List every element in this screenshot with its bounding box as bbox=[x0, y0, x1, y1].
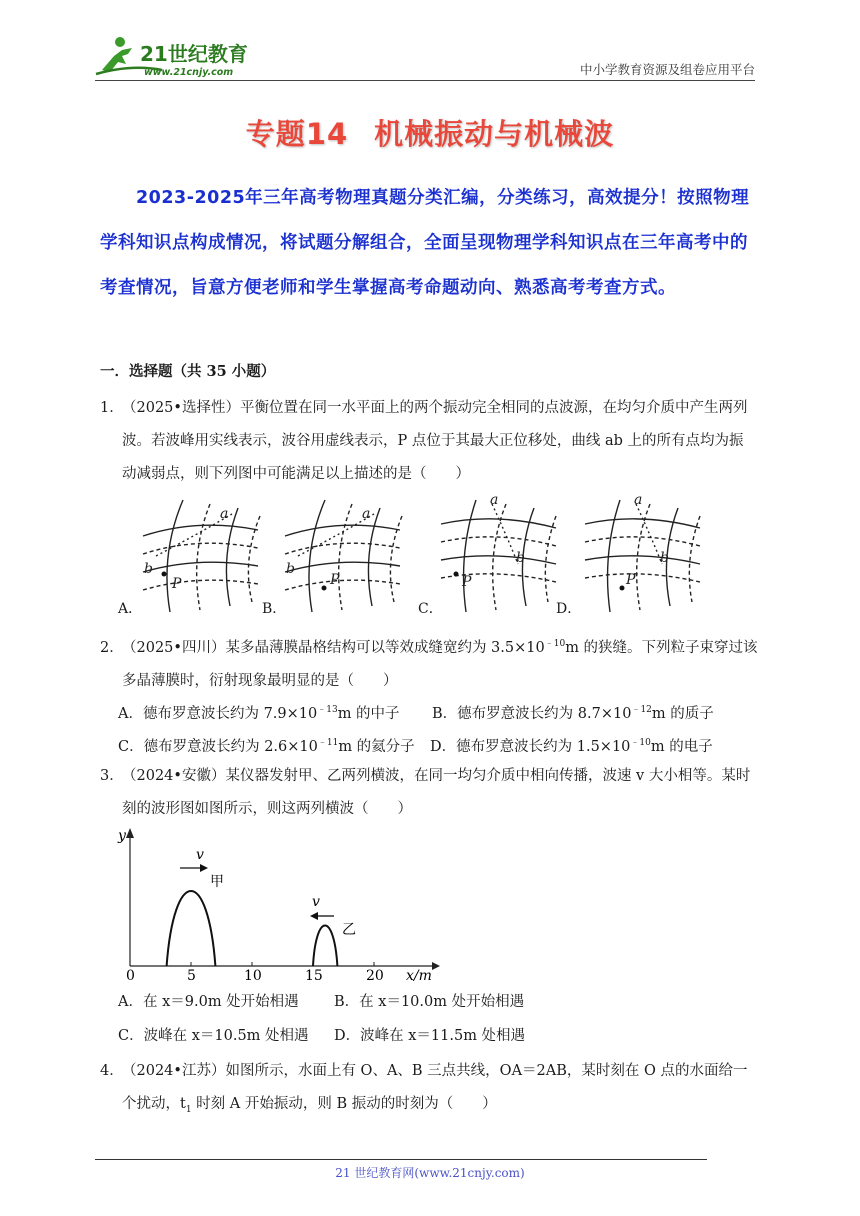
header-divider bbox=[95, 80, 755, 81]
svg-text:a: a bbox=[634, 494, 643, 508]
svg-text:P: P bbox=[462, 574, 472, 590]
svg-text:b: b bbox=[660, 550, 669, 566]
section-heading: 一．选择题（共 35 小题） bbox=[100, 363, 276, 380]
footer-link[interactable]: 21 世纪教育网(www.21cnjy.com) bbox=[335, 1166, 525, 1180]
question-3: 3．（2024•安徽）某仪器发射甲、乙两列横波，在同一均匀介质中相向传播，波速 v 大小相等。某时 刻的波形图如图所示，则这两列横波（ ） bbox=[100, 768, 751, 817]
site-logo bbox=[92, 34, 267, 80]
q2-option-b: B．德布罗意波长约为 $8.7\times 10^{﹣12}m$ 的质子 bbox=[432, 705, 714, 722]
figure-d bbox=[585, 494, 700, 612]
question-1: 1．（2025•选择性）平衡位置在同一水平面上的两个振动完全相同的点波源，在均匀介质中产生两列 波。若波峰用实线表示，波谷用虚线表示，P 点位于其最大正位移处，曲线 ab 上的所有点均为振 动减弱点，则下列图中可能满足以上描述的是（ ） bbox=[100, 400, 748, 482]
svg-text:a: a bbox=[220, 506, 229, 522]
question-2: 2．（2025•四川）某多晶薄膜晶格结构可以等效成缝宽约为 $3.5\times 10^{﹣10}m$ 的狭缝。下列粒子束穿过该 多晶薄膜时，衍射现象最明显的是（ ） bbox=[100, 639, 758, 689]
q3-option-c: C．波峰在 x＝10.5m 处相遇 bbox=[118, 1028, 309, 1044]
y-axis-label: y bbox=[118, 828, 126, 844]
tick-5: 5 bbox=[187, 968, 196, 984]
svg-text:a: a bbox=[362, 506, 371, 522]
figure-b bbox=[285, 500, 402, 612]
platform-name: 中小学教育资源及组卷应用平台 bbox=[579, 62, 755, 77]
q2-option-a: A．德布罗意波长约为 $7.9\times 10^{﹣13}m$ 的中子 bbox=[118, 705, 400, 722]
velocity-label-yi: v bbox=[312, 894, 320, 910]
svg-text:b: b bbox=[286, 561, 295, 577]
q2-option-c: C．德布罗意波长约为 $2.6\times 10^{﹣11}m$ 的氦分子 bbox=[118, 738, 415, 755]
wave-label-jia: 甲 bbox=[210, 874, 224, 890]
q1-option-a: A． bbox=[118, 601, 143, 617]
footer-divider bbox=[95, 1159, 707, 1160]
q3-option-d: D．波峰在 x＝11.5m 处相遇 bbox=[334, 1028, 526, 1044]
svg-text:P: P bbox=[172, 576, 182, 592]
tick-20: 20 bbox=[366, 968, 384, 984]
q1-option-d: D． bbox=[556, 601, 582, 617]
svg-text:a: a bbox=[490, 494, 499, 508]
wave-jia bbox=[167, 891, 216, 966]
question-4: 4．（2024•江苏）如图所示，水面上有 O、A、B 三点共线，OA＝2AB，某时刻在 O 点的水面给一 个扰动，$t_1$ 时刻 A 开始振动，则 B 振动的时刻为（ ） bbox=[100, 1063, 748, 1115]
svg-text:P: P bbox=[626, 572, 636, 588]
figure-a bbox=[143, 500, 260, 612]
svg-text:b: b bbox=[144, 561, 153, 577]
q3-option-b: B．在 x＝10.0m 处开始相遇 bbox=[334, 994, 525, 1010]
figure-c bbox=[441, 494, 556, 612]
velocity-label-jia: v bbox=[196, 847, 204, 863]
wave-yi bbox=[313, 926, 337, 967]
tick-15: 15 bbox=[305, 968, 323, 984]
x-axis-label: x/m bbox=[406, 968, 432, 984]
page-title: 专题14 机械振动与机械波 bbox=[245, 117, 615, 151]
q1-option-c: C． bbox=[418, 601, 443, 617]
intro-paragraph: 2023-2025年三年高考物理真题分类汇编，分类练习，高效提分！按照物理学科知识点构成情况，将试题分解组合，全面呈现物理学科知识点在三年高考中的考查情况，旨意方便老师和学生掌握高考命题动向、熟悉高考考查方式。 bbox=[100, 188, 750, 298]
wave-label-yi: 乙 bbox=[342, 922, 356, 938]
svg-text:P: P bbox=[330, 572, 340, 588]
q3-option-a: A．在 x＝9.0m 处开始相遇 bbox=[118, 994, 299, 1010]
tick-10: 10 bbox=[244, 968, 262, 984]
q1-option-figures bbox=[118, 494, 778, 618]
q1-option-b: B． bbox=[262, 601, 287, 617]
svg-text:b: b bbox=[516, 550, 525, 566]
tick-0: 0 bbox=[126, 968, 135, 984]
logo-url: www.21cnjy.com bbox=[144, 67, 234, 78]
logo-text: 21世纪教育 bbox=[140, 42, 248, 66]
q3-wave-graph bbox=[110, 826, 440, 986]
q2-option-d: D．德布罗意波长约为 $1.5\times 10^{﹣10}m$ 的电子 bbox=[430, 738, 713, 755]
